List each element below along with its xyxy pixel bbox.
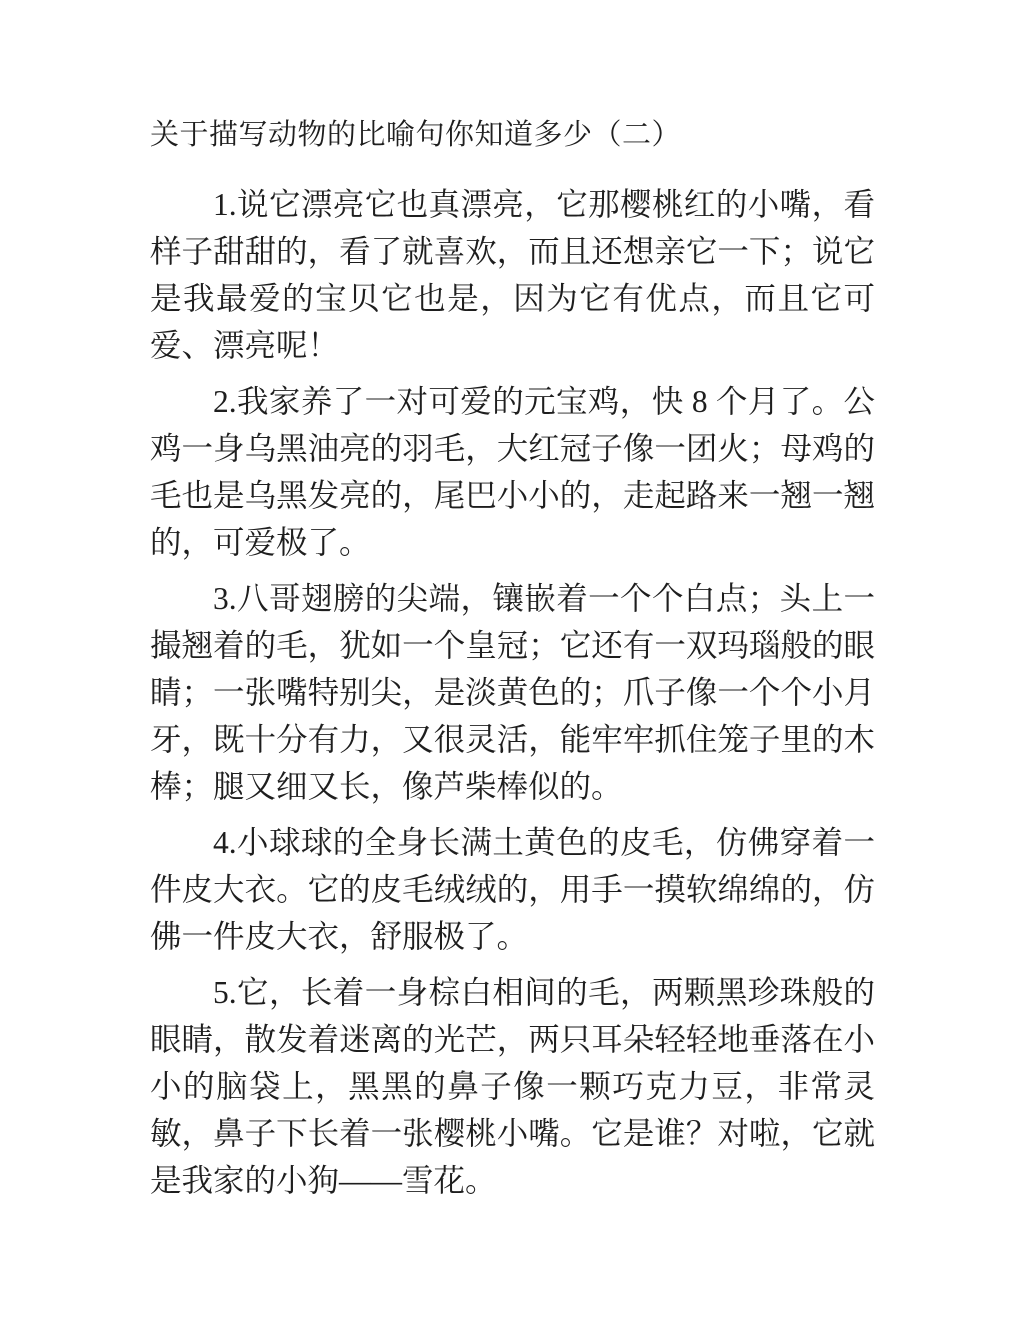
paragraph-3: 3.八哥翅膀的尖端，镶嵌着一个个白点；头上一撮翘着的毛，犹如一个皇冠；它还有一双玛瑙般的眼睛；一张嘴特别尖，是淡黄色的；爪子像一个个小月牙，既十分有力，又很灵活，能牢牢抓住笼子里的木棒；腿又细又长，像芦柴棒似的。 <box>150 581 875 804</box>
paragraph-4: 4.小球球的全身长满土黄色的皮毛，仿佛穿着一件皮大衣。它的皮毛绒绒的，用手一摸软绵绵的，仿佛一件皮大衣，舒服极了。 <box>150 825 875 954</box>
paragraph-5: 5.它，长着一身棕白相间的毛，两颗黑珍珠般的眼睛，散发着迷离的光芒，两只耳朵轻轻地垂落在小小的脑袋上，黑黑的鼻子像一颗巧克力豆，非常灵敏，鼻子下长着一张樱桃小嘴。它是谁？对啦，它就是我家的小狗——雪花。 <box>150 975 875 1198</box>
paragraph-2: 2.我家养了一对可爱的元宝鸡，快 8 个月了。公鸡一身乌黑油亮的羽毛，大红冠子像一团火；母鸡的毛也是乌黑发亮的，尾巴小小的，走起路来一翘一翘的，可爱极了。 <box>150 384 875 560</box>
document-title: 关于描写动物的比喻句你知道多少（二） <box>150 119 682 151</box>
paragraph-1: 1.说它漂亮它也真漂亮，它那樱桃红的小嘴，看样子甜甜的，看了就喜欢，而且还想亲它一下；说它是我最爱的宝贝它也是，因为它有优点，而且它可爱、漂亮呢！ <box>150 187 875 363</box>
